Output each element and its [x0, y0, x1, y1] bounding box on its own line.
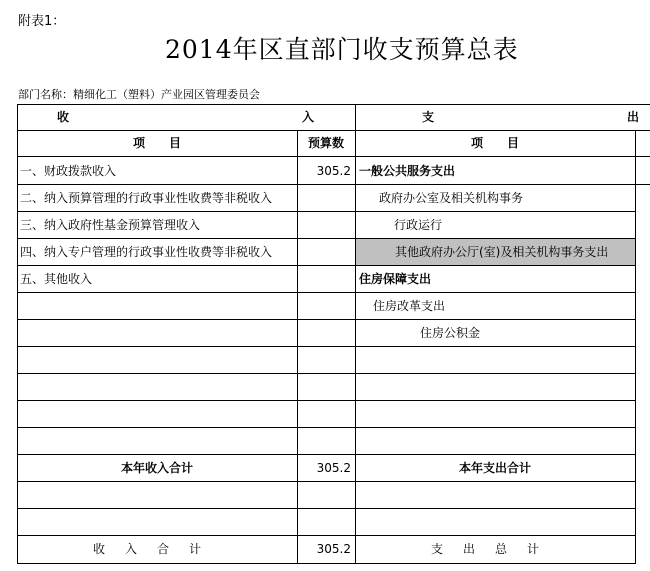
- expense-row-label: 其他政府办公厅(室)及相关机构事务支出: [356, 239, 635, 265]
- expense-year-total-label: 本年支出合计: [458, 461, 531, 475]
- expense-row-label: 住房公积金: [420, 326, 481, 340]
- budget-table: [17, 104, 650, 564]
- income-row-label: 二、纳入预算管理的行政事业性收费等非税收入: [20, 191, 273, 205]
- expense-row-label: 住房保障支出: [359, 272, 432, 286]
- department-name: 部门名称：精细化工（塑料）产业园区管理委员会: [18, 88, 260, 101]
- expense-header-left: 支: [422, 110, 435, 124]
- expense-total-label: 支出总计: [430, 542, 559, 556]
- income-header-left: 收: [57, 110, 70, 124]
- expense-row-label: 行政运行: [394, 218, 443, 232]
- income-total-label: 收入合计: [92, 542, 221, 556]
- expense-header-right: 出: [627, 110, 640, 124]
- expense-row-label: 一般公共服务支出: [359, 164, 456, 178]
- budget-header: 预算数: [307, 136, 344, 150]
- income-row-label: 四、纳入专户管理的行政事业性收费等非税收入: [20, 245, 273, 259]
- page-title: 2014年区直部门收支预算总表: [165, 35, 519, 64]
- income-total-value: 305.2: [316, 542, 351, 556]
- attachment-label: 附表1：: [18, 14, 66, 29]
- income-item-header: 项 目: [132, 136, 181, 150]
- expense-row-label: 政府办公室及相关机构事务: [379, 191, 524, 205]
- expense-row-label: 住房改革支出: [373, 299, 446, 313]
- income-row-label: 一、财政拨款收入: [20, 164, 117, 178]
- income-year-total-label: 本年收入合计: [120, 461, 193, 475]
- income-row-label: 三、纳入政府性基金预算管理收入: [20, 218, 201, 232]
- income-row-label: 五、其他收入: [20, 272, 93, 286]
- income-row-value: 305.2: [316, 164, 351, 178]
- expense-item-header: 项 目: [470, 136, 519, 150]
- income-header-right: 入: [302, 110, 315, 124]
- income-year-total-value: 305.2: [316, 461, 351, 475]
